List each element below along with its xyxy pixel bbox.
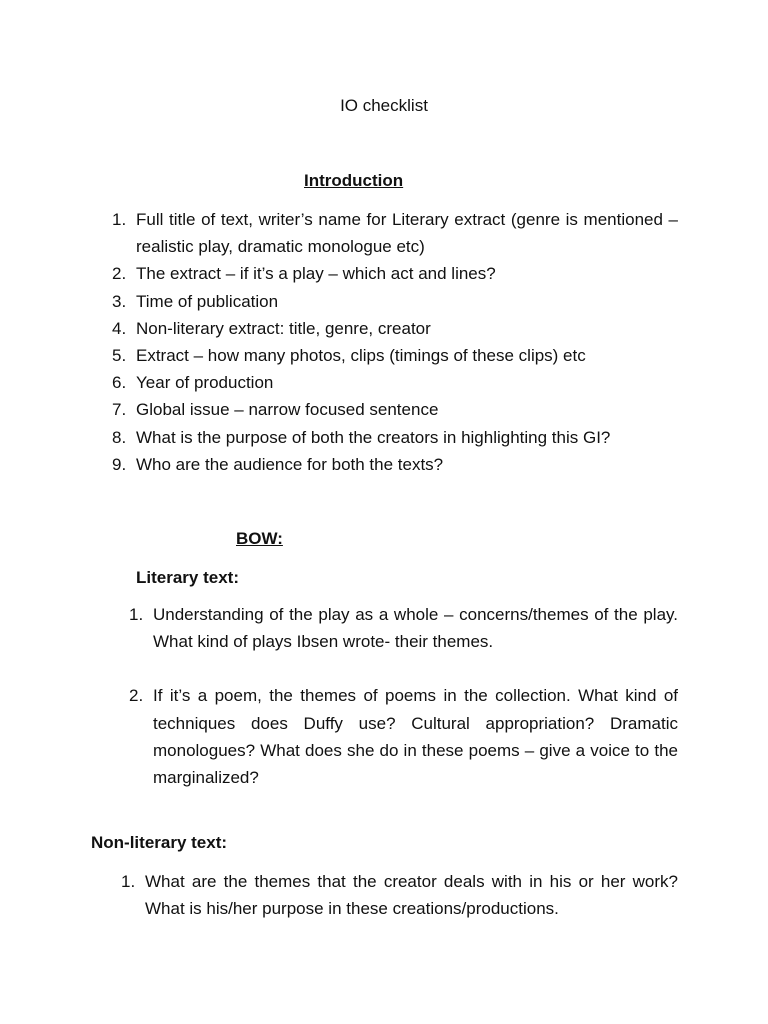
literary-text-list xyxy=(129,601,678,791)
list-item: 2. If it’s a poem, the themes of poems in the collection. What kind of techniques does Duffy use? Cultural appropriation? Dramatic monologues? What does she do in these poems – give a voice to the marginalized? xyxy=(129,686,678,788)
list-item: 4. Non-literary extract: title, genre, creator xyxy=(112,318,431,338)
introduction-list xyxy=(112,206,678,478)
list-item: 6. Year of production xyxy=(112,373,274,393)
list-item: 1. Understanding of the play as a whole – concerns/themes of the play. What kind of plays Ibsen wrote- their themes. xyxy=(129,605,678,652)
list-item: 8. What is the purpose of both the creators in highlighting this GI? xyxy=(112,427,611,447)
document-title-text: IO checklist xyxy=(340,96,428,115)
list-item: 2. The extract – if it’s a play – which act and lines? xyxy=(112,264,496,284)
document-title xyxy=(0,94,768,118)
list-item: 9. Who are the audience for both the texts? xyxy=(112,454,444,474)
bow-heading: BOW: xyxy=(236,529,283,548)
non-literary-text-heading: Non-literary text: xyxy=(91,833,228,852)
literary-text-heading: Literary text: xyxy=(136,568,239,587)
introduction-heading: Introduction xyxy=(304,171,404,190)
list-item: 7. Global issue – narrow focused sentence xyxy=(112,400,439,420)
non-literary-text-list xyxy=(121,868,678,922)
list-item: 1. Full title of text, writer’s name for Literary extract (genre is mentioned – realistic play, dramatic monologue etc) xyxy=(112,210,678,257)
list-item: 5. Extract – how many photos, clips (timings of these clips) etc xyxy=(112,346,586,366)
list-item: 1. What are the themes that the creator deals with in his or her work? What is his/her purpose in these creations/productions. xyxy=(121,872,678,919)
list-item: 3. Time of publication xyxy=(112,291,279,311)
